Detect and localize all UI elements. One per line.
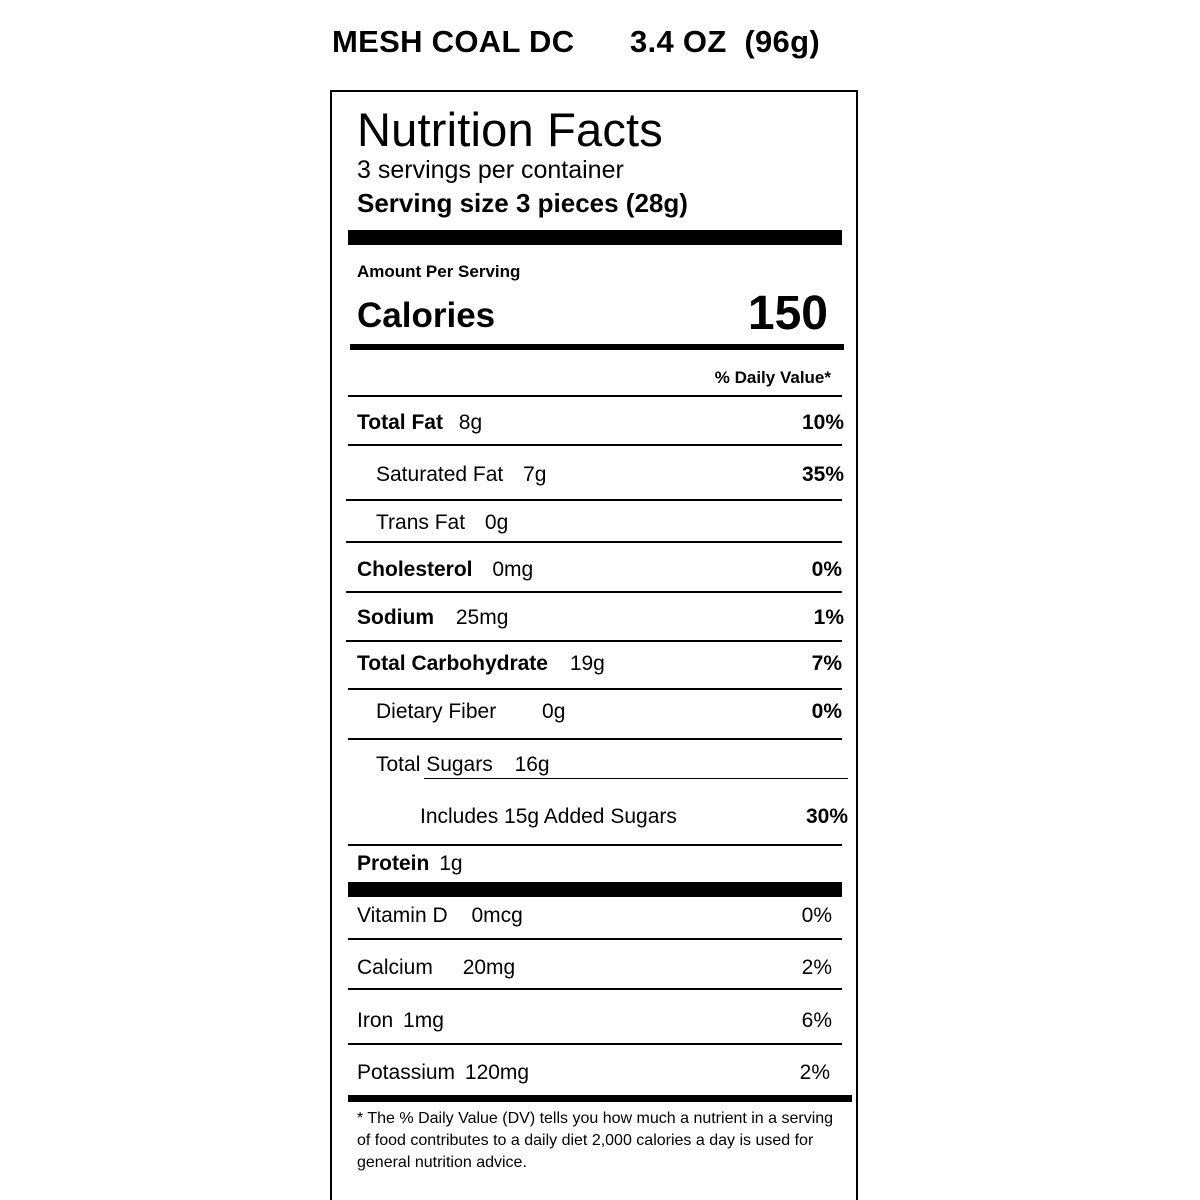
divider [348,844,842,846]
amount-per-serving: Amount Per Serving [357,262,521,281]
net-weight: 3.4 OZ (96g) [630,24,820,59]
nutrition-facts-label [330,90,858,1200]
nutrient-name: Calcium [357,956,433,979]
micronutrient-row-vitamin-d [357,904,523,928]
nutrition-facts-title: Nutrition Facts [357,103,663,156]
nutrient-name: Potassium [357,1061,456,1084]
nutrient-amount: 20mg [462,956,516,979]
nutrient-name: Protein [357,852,430,875]
nutrient-dv-sodium: 1% [813,606,844,629]
divider [348,738,842,740]
micronutrient-dv-potassium: 2% [799,1061,830,1084]
nutrient-name: Total Carbohydrate [357,652,548,675]
nutrient-dv-total-carbohydrate: 7% [811,652,842,675]
nutrient-amount: 1g [439,852,463,875]
nutrient-amount: 0g [542,700,566,723]
nutrient-row-total-fat [357,411,482,435]
divider [346,541,842,543]
nutrient-row-total-sugars [376,753,550,777]
calories-label: Calories [357,296,496,335]
nutrient-amount: 1mg [403,1009,444,1032]
micronutrient-row-iron [357,1009,444,1033]
divider [346,591,842,593]
nutrient-name: Vitamin D [357,904,448,927]
nutrient-dv-saturated-fat: 35% [801,463,844,486]
nutrient-dv-total-fat: 10% [801,411,844,434]
nutrient-row-trans-fat [376,511,508,535]
micronutrient-dv-calcium: 2% [801,956,832,979]
nutrient-amount: 0mcg [471,904,523,927]
micronutrient-dv-iron: 6% [801,1009,832,1032]
nutrient-name: Cholesterol [357,558,473,581]
divider [348,444,842,446]
nutrient-amount: 0g [484,511,509,534]
divider [348,938,842,940]
nutrient-name: Includes 15g Added Sugars [420,805,677,828]
divider [348,688,842,690]
thick-divider [348,882,842,897]
nutrient-amount: 7g [523,463,547,486]
medium-divider [348,1095,852,1102]
servings-per-container: 3 servings per container [357,156,624,184]
divider [348,1043,842,1045]
nutrient-row-cholesterol [357,558,533,582]
nutrient-row-saturated-fat [376,463,546,487]
nutrient-amount: 8g [458,411,483,434]
nutrient-name: Iron [357,1009,394,1032]
daily-value-header: % Daily Value* [714,368,831,387]
nutrient-amount: 19g [569,652,605,675]
micronutrient-row-calcium [357,956,515,980]
product-name: MESH COAL DC [332,24,575,59]
nutrient-row-sodium [357,606,508,630]
nutrient-amount: 16g [514,753,550,776]
nutrient-dv-added-sugars: 30% [805,805,848,828]
nutrient-name: Total Sugars [376,753,493,776]
product-header [332,24,852,64]
nutrient-amount: 120mg [464,1061,530,1084]
thick-divider [348,230,842,245]
calories-value: 150 [747,287,828,340]
micronutrient-dv-vitamin-d: 0% [801,904,832,927]
daily-value-footnote: * The % Daily Value (DV) tells you how much a nutrient in a serving of food contributes to a daily diet 2,000 calories a day is used for general nutrition advice. [357,1110,834,1171]
micronutrient-row-potassium [357,1061,529,1085]
nutrient-name: Saturated Fat [376,463,504,486]
nutrient-dv-cholesterol: 0% [811,558,842,581]
divider [424,778,848,779]
nutrient-name: Total Fat [357,411,443,434]
divider [348,988,842,990]
nutrient-dv-dietary-fiber: 0% [811,700,842,723]
nutrient-name: Trans Fat [376,511,466,534]
divider [346,640,842,642]
divider [346,499,842,501]
nutrient-amount: 0mg [492,558,534,581]
divider [348,395,842,397]
nutrient-name: Dietary Fiber [376,700,497,723]
serving-size: Serving size 3 pieces (28g) [357,188,688,218]
nutrient-row-protein [357,852,463,876]
nutrient-row-added-sugars [420,805,677,829]
nutrient-row-total-carbohydrate [357,652,605,676]
nutrient-name: Sodium [357,606,434,629]
medium-divider [350,344,844,350]
nutrient-row-dietary-fiber [376,700,565,724]
nutrient-amount: 25mg [455,606,509,629]
